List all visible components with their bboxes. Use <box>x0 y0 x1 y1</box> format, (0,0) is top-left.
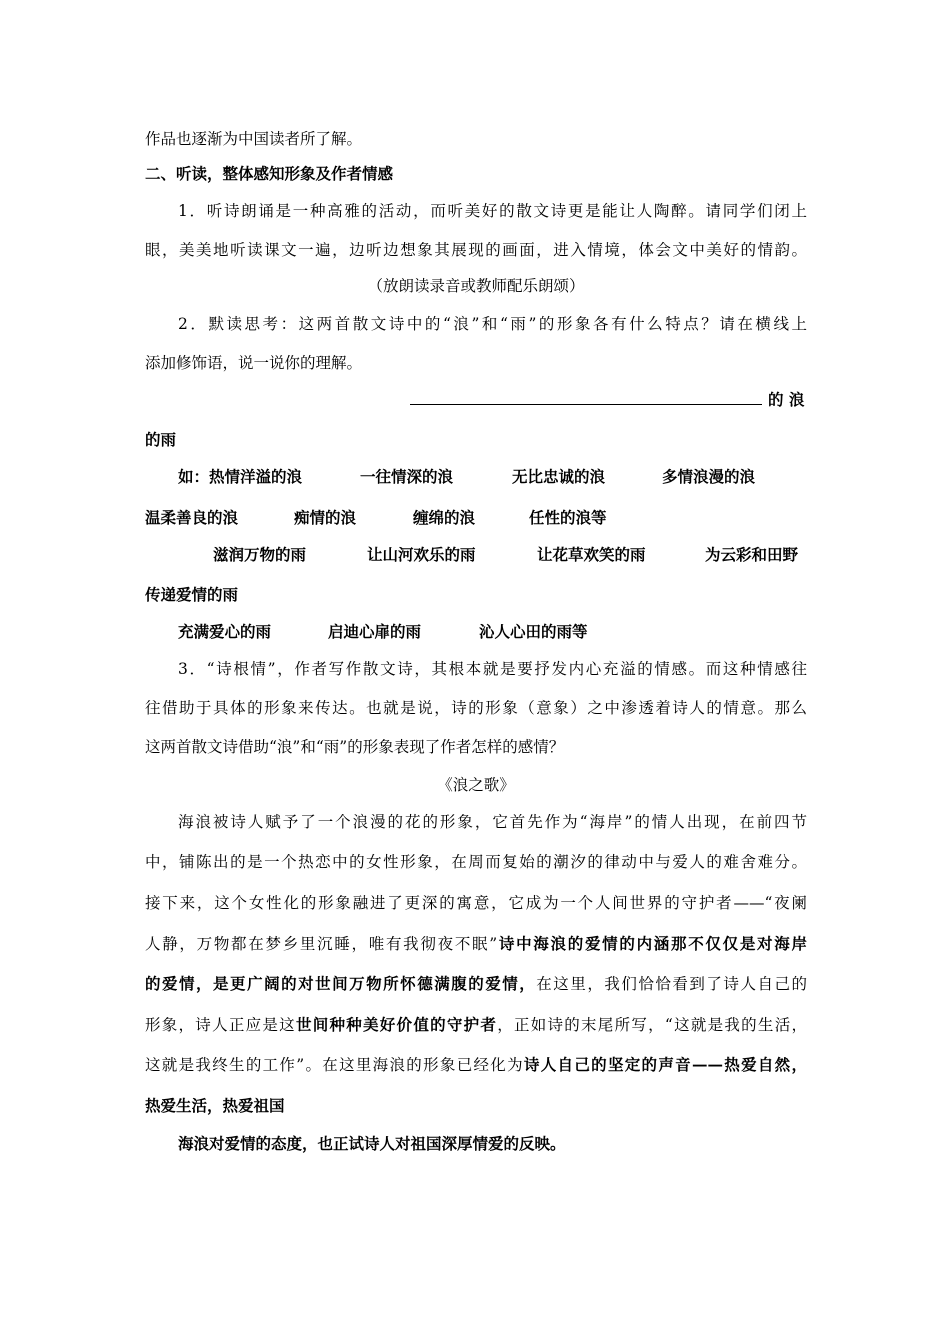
example-item: 一往情深的浪 <box>360 467 454 486</box>
example-row: 传递爱情的雨 <box>145 585 239 604</box>
example-item: 启迪心扉的雨 <box>328 622 422 641</box>
paragraph-line: 接下来，这个女性化的形象融进了更深的寓意，它成为一个人间世界的守护者——“夜阑 <box>145 894 807 912</box>
paragraph-line: 的雨 <box>145 430 177 449</box>
paragraph-line: 1．听诗朗诵是一种高雅的活动，而听美好的散文诗更是能让人陶醉。请同学们闭上 <box>178 202 807 220</box>
text-run: ，正如诗的末尾所写，“这就是我的生活， <box>497 1016 807 1034</box>
paragraph-line <box>145 934 807 954</box>
example-item: 多情浪漫的浪 <box>662 467 756 486</box>
section-heading: 二、听读，整体感知形象及作者情感 <box>145 164 394 183</box>
paragraph-line <box>145 974 807 994</box>
stage-direction: （放朗读录音或教师配乐朗颂） <box>367 277 585 295</box>
paragraph-line: 眼，美美地听读课文一遍，边听边想象其展现的画面，进入情境，体会文中美好的情韵。 <box>145 241 807 259</box>
paragraph-line: 海浪被诗人赋予了一个浪漫的花的形象，它首先作为“海岸”的情人出现，在前四节 <box>178 813 807 831</box>
poem-title: 《浪之歌》 <box>437 776 515 794</box>
emphasis-run: 世间种种美好价值的守护者 <box>295 1015 498 1034</box>
paragraph-line: 往借助于具体的形象来传达。也就是说，诗的形象（意象）之中渗透着诗人的情意。那么 <box>145 699 807 717</box>
example-item: 缠绵的浪 <box>413 508 476 527</box>
example-item: 沁人心田的雨等 <box>479 622 588 641</box>
paragraph-line: 中，铺陈出的是一个热恋中的女性形象，在周而复始的潮汐的律动中与爱人的难舍难分。 <box>145 853 807 871</box>
paragraph-line: 这两首散文诗借助“浪”和“雨”的形象表现了作者怎样的感情？ <box>145 738 565 756</box>
example-item: 无比忠诚的浪 <box>512 467 606 486</box>
emphasis-run: 诗中海浪的爱情的内涵那不仅仅是对海岸 <box>497 934 807 953</box>
example-row <box>178 622 840 642</box>
text-run: 在这里，我们恰恰看到了诗人自己的 <box>536 975 807 993</box>
paragraph-line: 热爱生活，热爱祖国 <box>145 1096 285 1115</box>
paragraph-line: 添加修饰语，说一说你的理解。 <box>145 354 363 372</box>
paragraph-line: 3．“诗根情”，作者写作散文诗，其根本就是要抒发内心充溢的情感。而这种情感往 <box>178 660 807 678</box>
fill-blank-line <box>410 390 810 410</box>
example-item: 为云彩和田野 <box>705 545 799 564</box>
paragraph-line: 2．默读思考：这两首散文诗中的“浪”和“雨”的形象各有什么特点？请在横线上 <box>178 315 807 333</box>
paragraph-line <box>145 1015 807 1035</box>
example-item: 温柔善良的浪 <box>145 508 239 527</box>
example-row <box>213 545 807 565</box>
paragraph-line: 作品也逐渐为中国读者所了解。 <box>145 130 363 148</box>
paragraph-line: 海浪对爱情的态度，也正试诗人对祖国深厚情爱的反映。 <box>178 1134 566 1153</box>
answer-blank <box>410 390 762 405</box>
example-item: 痴情的浪 <box>294 508 357 527</box>
paragraph-line <box>145 1055 807 1075</box>
blank-suffix: 的 浪 <box>768 390 805 409</box>
text-run: 这就是我终生的工作”。在这里海浪的形象已经化为 <box>145 1056 524 1074</box>
example-item: 如：热情洋溢的浪 <box>178 467 303 486</box>
example-item: 任性的浪等 <box>529 508 607 527</box>
text-run: 人静，万物都在梦乡里沉睡，唯有我彻夜不眠” <box>145 935 498 953</box>
emphasis-run: 诗人自己的坚定的声音——热爱自然， <box>523 1055 807 1074</box>
example-item: 让山河欢乐的雨 <box>367 545 476 564</box>
example-row <box>145 508 807 528</box>
example-item: 滋润万物的雨 <box>213 545 307 564</box>
emphasis-run: 的爱情，是更广阔的对世间万物所怀德满腹的爱情， <box>145 974 537 993</box>
example-row <box>178 467 840 487</box>
example-item: 充满爱心的雨 <box>178 622 272 641</box>
example-item: 让花草欢笑的雨 <box>537 545 646 564</box>
text-run: 形象，诗人正应是这 <box>145 1016 296 1034</box>
